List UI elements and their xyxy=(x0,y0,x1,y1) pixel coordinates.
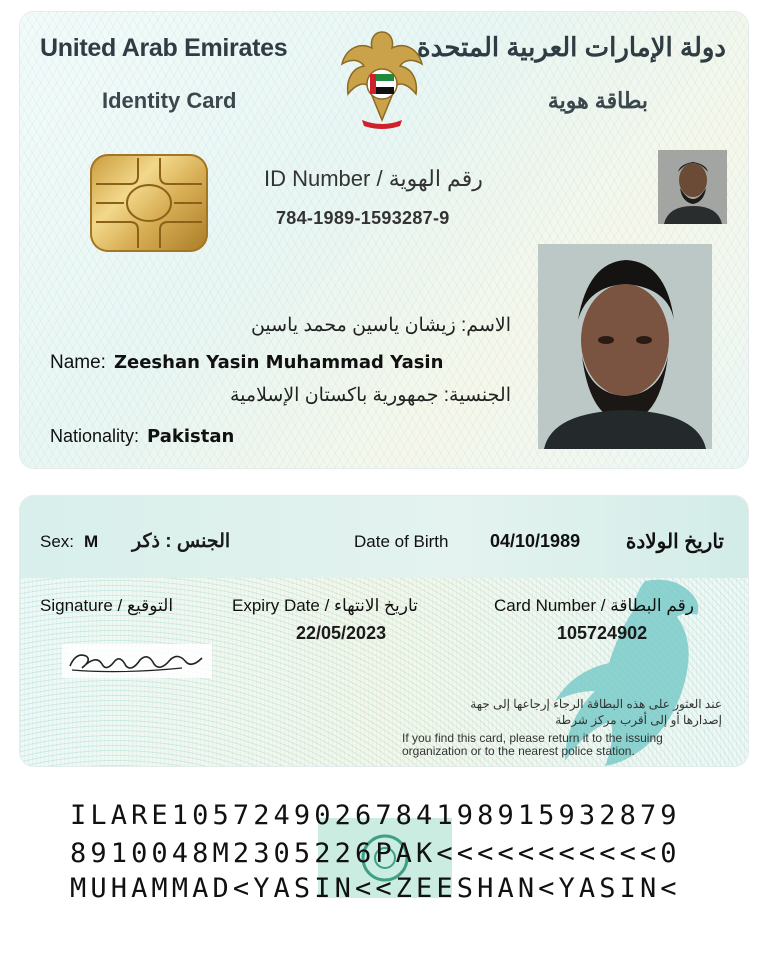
sex-label: Sex: xyxy=(40,532,75,551)
id-card-front xyxy=(20,12,748,468)
sex-value: M xyxy=(84,532,99,551)
id-number-label: ID Number / رقم الهوية xyxy=(264,166,483,191)
signature xyxy=(62,644,212,678)
sex-ar: الجنس : ذكر xyxy=(132,531,231,552)
return-notice-en-line2: organization or to the nearest police station. xyxy=(402,744,635,758)
id-card-back xyxy=(20,496,748,766)
holder-name-ar: الاسم: زيشان ياسين محمد ياسين xyxy=(250,315,511,336)
nationality-row xyxy=(50,426,234,447)
mrz-line-2: 8910048M2305226PAK<<<<<<<<<<<0 xyxy=(70,838,681,869)
holder-photo-small xyxy=(658,150,727,224)
mrz-line-3: MUHAMMAD<YASIN<<ZEESHAN<YASIN< xyxy=(70,873,681,904)
signature-label: Signature / التوقيع xyxy=(40,596,174,615)
name-label: Name: xyxy=(50,352,106,373)
name-row xyxy=(50,352,443,374)
return-notice-en-line1: If you find this card, please return it to the issuing xyxy=(402,731,663,745)
card-type-ar: بطاقة هوية xyxy=(547,88,648,113)
nationality-label: Nationality: xyxy=(50,426,140,446)
card-type-en: Identity Card xyxy=(102,88,237,113)
return-notice-ar-line1: عند العثور على هذه البطاقة الرجاء إرجاعها إلى جهة xyxy=(470,697,722,711)
nationality-value: Pakistan xyxy=(147,426,235,447)
return-notice-en xyxy=(402,732,663,758)
sex-row xyxy=(40,532,98,552)
uae-emblem-icon xyxy=(338,24,426,134)
country-name-en: United Arab Emirates xyxy=(40,34,288,62)
mrz-line-1: ILARE1057249026784198915932879 xyxy=(70,800,681,831)
card-number-label: Card Number / رقم البطاقة xyxy=(494,596,694,615)
card-number-value: 105724902 xyxy=(557,623,648,643)
dob-ar: تاريخ الولادة xyxy=(625,531,724,553)
return-notice-ar xyxy=(470,696,722,728)
dob-value: 04/10/1989 xyxy=(490,531,581,551)
smart-chip-icon xyxy=(90,154,208,252)
nationality-ar: الجنسية: جمهورية باكستان الإسلامية xyxy=(229,385,511,406)
id-number-value: 784-1989-1593287-9 xyxy=(276,208,450,228)
return-notice-ar-line2: إصدارها أو إلى أقرب مركز شرطة xyxy=(555,713,722,727)
expiry-value: 22/05/2023 xyxy=(296,623,387,643)
holder-photo xyxy=(538,244,712,449)
holder-name-en: Zeeshan Yasin Muhammad Yasin xyxy=(113,352,444,373)
dob-label: Date of Birth xyxy=(354,532,449,551)
country-name-ar: دولة الإمارات العربية المتحدة xyxy=(417,32,726,62)
expiry-label: Expiry Date / تاريخ الانتهاء xyxy=(232,596,418,615)
